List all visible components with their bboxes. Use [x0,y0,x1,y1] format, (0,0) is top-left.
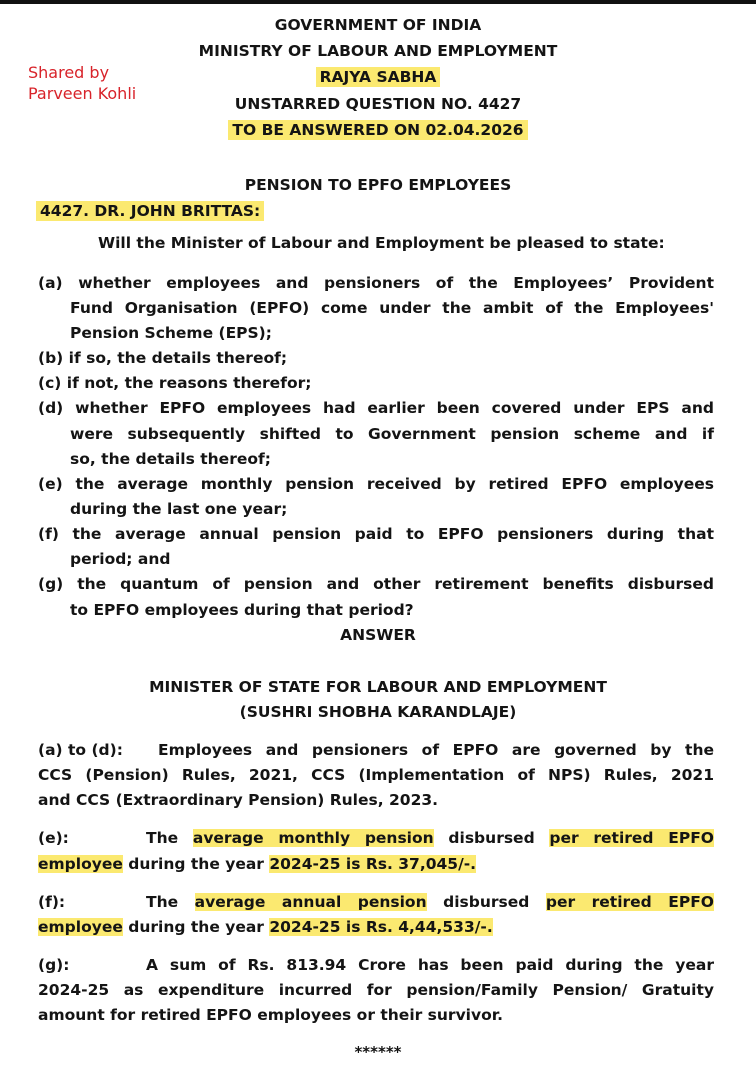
question-title: PENSION TO EPFO EMPLOYEES [244,176,512,194]
answer-e-line-2 [38,854,476,874]
asker-label: 4427. DR. JOHN BRITTAS: [36,201,264,221]
question-c: (c) if not, the reasons therefor; [38,374,312,392]
answer-g-line-3: amount for retired EPFO employees or their survivor. [38,1006,504,1024]
house-heading [0,67,756,87]
answer-e-text-2: disbursed [433,829,550,847]
question-intro: Will the Minister of Labour and Employment be pleased to state: [98,234,665,252]
answer-f-line-1 [146,892,714,912]
question-d-line-3: so, the details thereof; [70,450,271,468]
question-g-line-2: to EPFO employees during that period? [70,601,414,619]
answer-g-line-1: A sum of Rs. 813.94 Crore has been paid during the year [146,956,714,974]
asker-name [36,201,264,221]
answer-g-line-2: 2024-25 as expenditure incurred for pension/Family Pension/ Gratuity [38,981,714,999]
answer-f-text-2: disbursed [426,893,546,911]
answer-f-text-3: during the year [122,918,270,936]
question-f-line-1: (f) the average annual pension paid to EPFO pensioners during that [38,525,714,543]
question-number: UNSTARRED QUESTION NO. 4427 [234,95,522,113]
ministry-heading: MINISTRY OF LABOUR AND EMPLOYMENT [198,42,558,60]
government-heading: GOVERNMENT OF INDIA [274,16,482,34]
answer-e-label: (e): [38,829,69,847]
answer-heading: ANSWER [340,626,416,644]
answer-f-highlight-2: per retired EPFO [545,893,714,911]
minister-name: (SUSHRI SHOBHA KARANDLAJE) [239,703,517,721]
minister-title: MINISTER OF STATE FOR LABOUR AND EMPLOYMENT [149,678,607,696]
question-a-line-1: (a) whether employees and pensioners of the Employees’ Provident [38,274,714,292]
answer-f-line-2 [38,917,493,937]
answer-date [0,120,756,140]
answer-e-line-1 [146,828,714,848]
answer-ad-line-2: CCS (Pension) Rules, 2021, CCS (Implementation of NPS) Rules, 2021 [38,766,714,784]
watermark-line-1: Shared by [28,63,110,82]
answer-f-highlight-1: average annual pension [194,893,427,911]
answer-ad-line-1: Employees and pensioners of EPFO are governed by the [158,741,714,759]
question-f-line-2: period; and [70,550,171,568]
question-e-line-2: during the last one year; [70,500,288,518]
answer-ad-label: (a) to (d): [38,741,123,759]
answer-f-highlight-4: 2024-25 is Rs. 4,44,533/-. [269,918,493,936]
answer-g-label: (g): [38,956,70,974]
answer-e-text-1: The [146,829,193,847]
answer-e-highlight-3: employee [38,855,123,873]
watermark-line-2: Parveen Kohli [28,84,137,103]
answer-e-highlight-1: average monthly pension [192,829,434,847]
end-of-document-mark: ****** [354,1043,402,1061]
answer-date-label: TO BE ANSWERED ON 02.04.2026 [228,120,527,140]
answer-f-label: (f): [38,893,66,911]
question-g-line-1: (g) the quantum of pension and other retirement benefits disbursed [38,575,714,593]
question-a-line-2: Fund Organisation (EPFO) come under the ambit of the Employees' [70,299,714,317]
top-border [0,0,756,4]
answer-e-highlight-2: per retired EPFO [549,829,714,847]
question-a-line-3: Pension Scheme (EPS); [70,324,272,342]
question-b: (b) if so, the details thereof; [38,349,288,367]
answer-f-text-1: The [146,893,195,911]
question-d-line-2: were subsequently shifted to Government pension scheme and if [70,425,714,443]
answer-e-text-3: during the year [122,855,270,873]
question-d-line-1: (d) whether EPFO employees had earlier been covered under EPS and [38,399,714,417]
answer-e-highlight-4: 2024-25 is Rs. 37,045/-. [269,855,477,873]
question-e-line-1: (e) the average monthly pension received by retired EPFO employees [38,475,714,493]
house-label: RAJYA SABHA [316,67,441,87]
answer-ad-line-3: and CCS (Extraordinary Pension) Rules, 2023. [38,791,439,809]
answer-f-highlight-3: employee [38,918,123,936]
